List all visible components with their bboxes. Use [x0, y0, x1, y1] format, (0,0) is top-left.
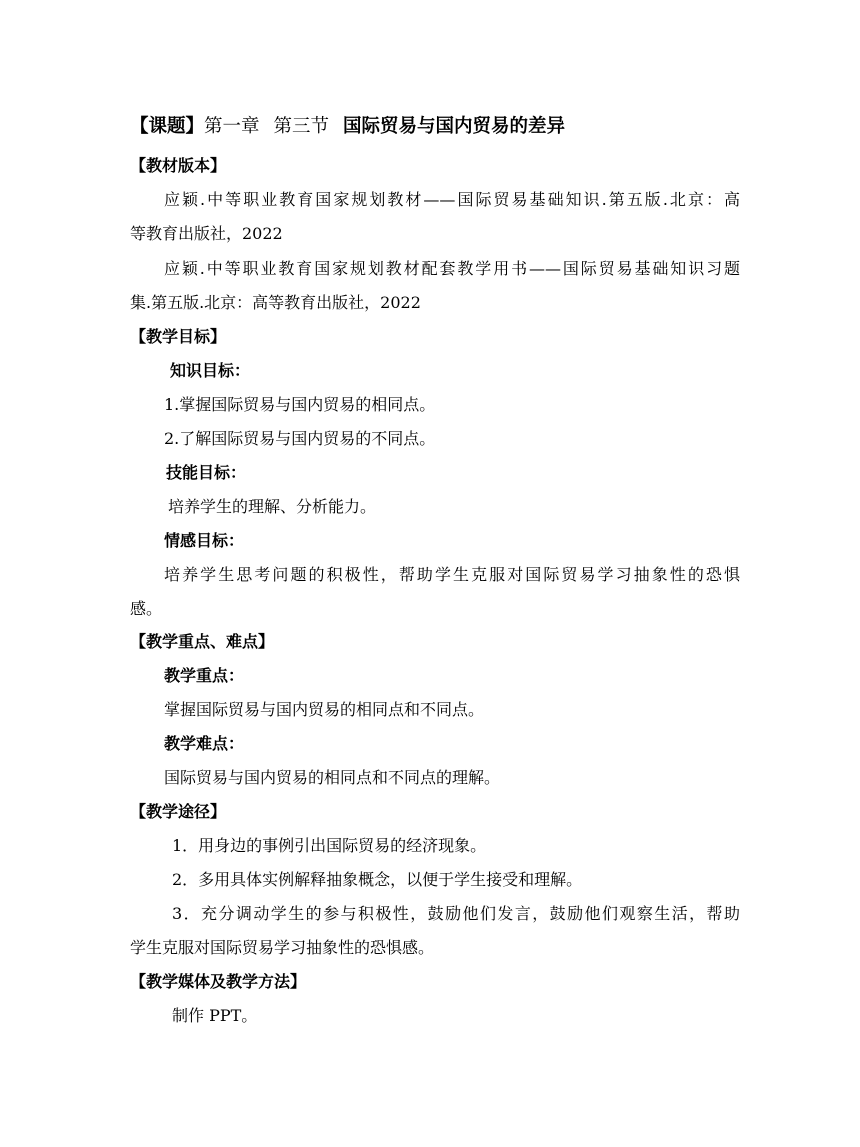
approach-item-2: 2．多用具体实例解释抽象概念，以便于学生接受和理解。 — [172, 870, 583, 889]
title-chapter: 第一章 — [204, 116, 260, 137]
emotion-text-line1: 培养学生思考问题的积极性，帮助学生克服对国际贸易学习抽象性的恐惧 — [164, 565, 740, 584]
title-topic: 国际贸易与国内贸易的差异 — [343, 116, 566, 137]
emotion-text-line2: 感。 — [130, 599, 163, 618]
approach-item-3-line2: 学生克服对国际贸易学习抽象性的恐惧感。 — [130, 938, 435, 957]
title-section: 第三节 — [273, 116, 330, 137]
media-heading: 【教学媒体及教学方法】 — [130, 972, 307, 991]
key-text: 掌握国际贸易与国内贸易的相同点和不同点。 — [164, 700, 485, 719]
objectives-heading: 【教学目标】 — [130, 327, 227, 346]
textbook-ref1-line1: 应颖.中等职业教育国家规划教材——国际贸易基础知识.第五版.北京：高 — [164, 190, 740, 209]
knowledge-item-1: 1.掌握国际贸易与国内贸易的相同点。 — [164, 395, 436, 414]
knowledge-item-2: 2.了解国际贸易与国内贸易的不同点。 — [164, 429, 436, 448]
difficult-label: 教学难点： — [164, 734, 245, 753]
key-points-heading: 【教学重点、难点】 — [130, 632, 275, 651]
approach-heading: 【教学途径】 — [130, 802, 227, 821]
textbook-ref2-line2: 集.第五版.北京：高等教育出版社，2022 — [130, 293, 421, 312]
textbook-ref2-line1: 应颖.中等职业教育国家规划教材配套教学用书——国际贸易基础知识习题 — [164, 259, 740, 278]
approach-item-1: 1．用身边的事例引出国际贸易的经济现象。 — [172, 836, 487, 855]
textbook-heading: 【教材版本】 — [130, 156, 227, 175]
emotion-label: 情感目标： — [164, 531, 245, 550]
difficult-text: 国际贸易与国内贸易的相同点和不同点的理解。 — [164, 768, 501, 787]
textbook-ref1-line2: 等教育出版社，2022 — [130, 224, 283, 243]
skill-text: 培养学生的理解、分析能力。 — [168, 497, 377, 516]
lesson-title — [130, 114, 740, 140]
key-label: 教学重点： — [164, 666, 245, 685]
knowledge-label: 知识目标： — [170, 361, 251, 380]
media-text: 制作 PPT。 — [172, 1006, 258, 1025]
approach-item-3-line1: 3．充分调动学生的参与积极性，鼓励他们发言，鼓励他们观察生活，帮助 — [172, 904, 740, 923]
skill-label: 技能目标： — [166, 463, 247, 482]
title-bracket: 【课题】 — [130, 116, 205, 137]
